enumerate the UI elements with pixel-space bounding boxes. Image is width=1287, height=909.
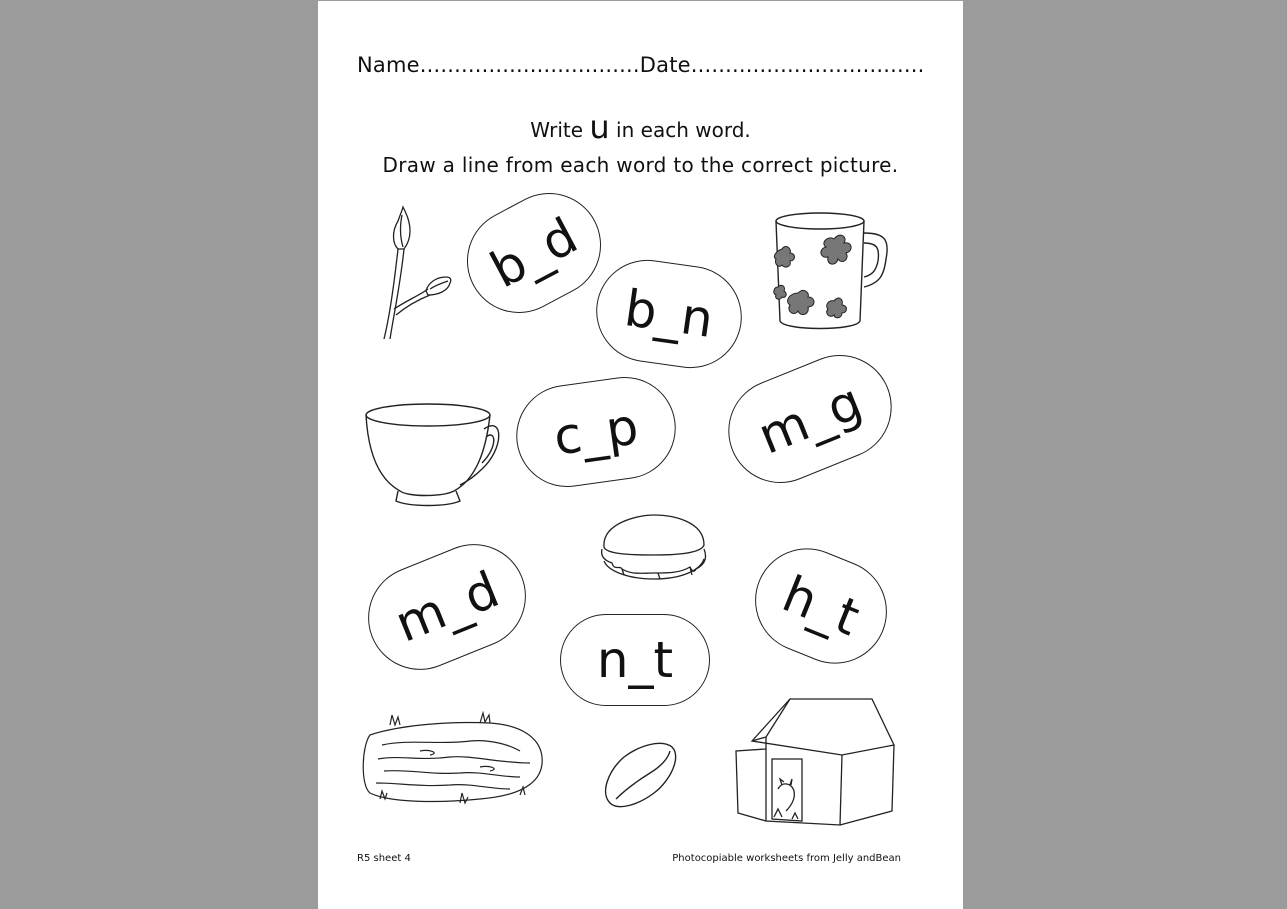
word-text: h_t [774,564,868,648]
mug-icon [772,209,892,335]
word-pill-nt[interactable] [560,614,710,706]
word-pill-mg[interactable] [713,339,908,498]
instruction-write [318,107,963,145]
word-text: b_n [621,279,717,349]
word-pill-ht[interactable] [739,533,902,680]
bud-icon [376,205,456,341]
instruction-letter: u [589,108,610,146]
word-pill-bn[interactable] [590,253,749,374]
hut-icon [732,693,896,831]
mud-icon [360,711,548,811]
word-text: m_g [750,372,870,466]
footer-credit: Photocopiable worksheets from Jelly andBean [672,853,901,864]
word-text: n_t [596,631,674,689]
word-text: m_d [387,560,507,654]
bun-icon [598,513,710,583]
instruction-prefix: Write [530,118,584,142]
nut-icon [600,741,680,811]
instruction-draw-line: Draw a line from each word to the correct picture. [382,153,899,177]
instruction-suffix: in each word. [616,118,751,142]
word-pill-md[interactable] [352,528,541,685]
sheet-number: R5 sheet 4 [357,853,411,864]
word-text: b_d [481,206,587,300]
name-date-line: Name................................Date.................................. [357,53,925,77]
word-pill-cp[interactable] [510,370,683,493]
worksheet-page [318,1,963,909]
word-pill-bd[interactable] [449,175,620,332]
word-text: c_p [550,397,642,467]
cup-icon [364,401,502,509]
